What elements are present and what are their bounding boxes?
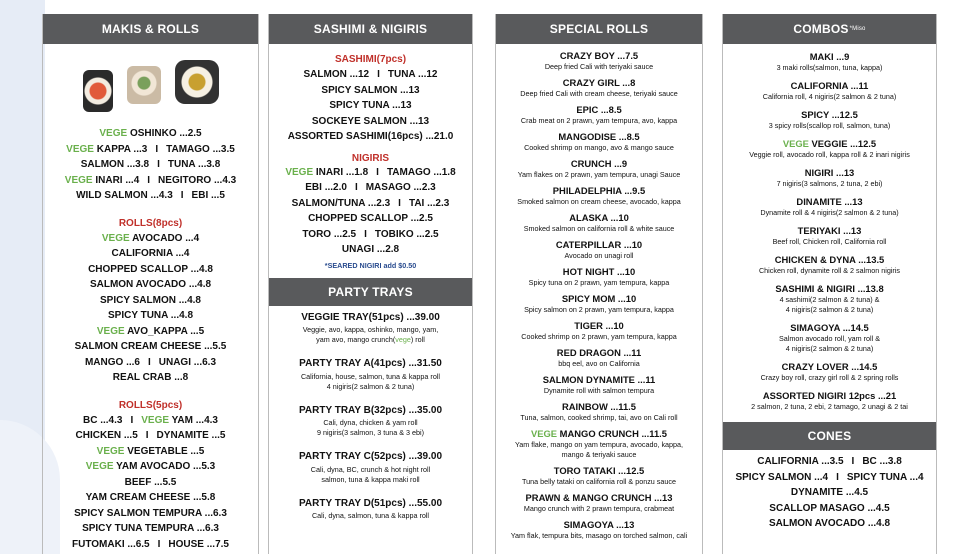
cones-list [723,454,936,532]
item-description: Tuna belly tataki on california roll & ponzu sauce [522,477,676,486]
item-name-price: EBI ...2.0 [305,182,347,193]
item-name-price [723,166,936,179]
item-title: MAKI ...9 [809,51,850,62]
item-title: CRUNCH ...9 [570,158,628,169]
item-name-price: SALMON AVOCADO ...4.8 [89,279,212,290]
menu-item [43,339,258,355]
rolls-5pcs-list [43,413,258,553]
item-name-price: AVOCADO ...4 [132,232,200,244]
combos-title: COMBOS [793,22,849,36]
item-name-price: SPICY TUNA ...13 [329,100,412,111]
menu-item [43,324,258,340]
item-name-price: FUTOMAKI ...6.5 [72,538,150,550]
item-name-price: INARI ...1.8 [315,166,369,178]
tray-description: Cali, dyna, chicken & yam roll [323,418,418,427]
item-name-price: SALMON AVOCADO ...4.8 [768,518,891,529]
party-tray [269,403,472,439]
menu-item [269,165,472,181]
item-name-price [496,400,702,413]
separator: I [130,414,134,426]
separator: I [145,430,149,441]
item-name-price [496,184,702,197]
sashimi-nigiris-header: SASHIMI & NIGIRIS [269,14,472,44]
item-description: Avocado on unagi roll [564,251,634,260]
item-name-price: SPICY TUNA ...4 [846,471,924,483]
item-name-price: UNAGI ...2.8 [341,244,400,255]
item-name-price [496,518,702,531]
separator: I [147,174,151,186]
item-name-price [496,292,702,305]
item-name-price: EBI ...5 [191,190,225,201]
separator: I [155,143,159,155]
item-name-price [496,103,702,116]
item-description: Tuna, salmon, cooked shrimp, tai, avo on Cali roll [520,413,678,422]
special-rolls-list [496,49,702,541]
separator: I [851,456,855,467]
menu-item [496,184,702,207]
tray-description: California, house, salmon, tuna & kappa roll [300,371,441,381]
item-name-price [723,195,936,208]
item-name-price: TUNA ...3.8 [167,159,221,170]
menu-item [496,157,702,180]
item-description: Veggie roll, avocado roll, kappa roll & 2 inari nigiris [749,150,910,159]
vege-label: VEGE [96,445,125,457]
menu-item [723,321,936,354]
separator: I [376,166,379,178]
item-name-price: REAL CRAB ...8 [112,372,189,383]
item-title: SIMAGOYA ...14.5 [790,322,869,333]
rolls-8pcs-list [43,231,258,386]
item-description: California roll, 4 nigiris(2 salmon & 2 tuna) [762,92,897,101]
menu-item [43,428,258,444]
menu-item [723,360,936,383]
menu-item [269,196,472,212]
menu-item [496,491,702,514]
item-description: Cooked shrimp on 2 prawn, yam tempura, kappa [521,332,677,341]
menu-item [43,413,258,429]
maki-roll-image [175,60,219,104]
menu-item [43,262,258,278]
menu-item [43,308,258,324]
menu-item [43,475,258,491]
tray-description [269,382,472,392]
vege-label: VEGE [85,461,114,472]
separator: I [157,159,160,170]
item-description: 4 nigiris(2 salmon & 2 tuna) [785,305,874,314]
tray-description: Cali, dyna, salmon, tuna & kappa roll [311,511,430,520]
menu-item [43,355,258,371]
item-name-price [723,108,936,121]
item-name-price [496,211,702,224]
item-name-price: SPICY TUNA TEMPURA ...6.3 [82,523,219,534]
menu-item [43,293,258,309]
item-description: 4 nigiris(2 salmon & 2 tuna) [785,344,874,353]
menu-item [723,195,936,218]
party-tray [269,449,472,485]
item-name-price: ASSORTED SASHIMI(16pcs) ...21.0 [287,131,454,142]
menu-item [723,166,936,189]
item-name-price [496,157,702,170]
menu-item [723,516,936,532]
item-name-price: NEGITORO ...4.3 [158,174,237,186]
menu-item [269,242,472,258]
party-tray [269,356,472,392]
menu-item [43,506,258,522]
tray-description: Veggie, avo, kappa, oshinko, mango, yam, [302,325,439,334]
vege-label: VEGE [101,232,130,244]
vege-label: VEGE [141,414,170,426]
item-name-price: YAM CREAM CHEESE ...5.8 [85,492,216,503]
makis-rolls-header: MAKIS & ROLLS [43,14,258,44]
item-title: CATERPILLAR ...10 [555,239,643,250]
item-name-price: YAM AVOCADO ...5.3 [116,461,216,472]
item-description: Chicken roll, dynamite roll & 2 salmon nigiris [758,266,900,275]
menu-item [496,130,702,153]
menu-item [43,370,258,386]
item-description: Beef roll, Chicken roll, California roll [772,237,887,246]
tray-description-text: yam avo, mango crunch( [316,335,396,344]
item-description: 7 nigiris(3 salmons, 2 tuna, 2 ebi) [776,179,883,188]
item-title: PRAWN & MANGO CRUNCH ...13 [525,492,673,503]
item-name-price: SPICY TUNA ...4.8 [107,310,194,321]
item-description: Smoked salmon on california roll & white sauce [523,224,675,233]
item-name-price [496,76,702,89]
nigiris-heading: NIGIRIS [351,152,390,164]
menu-item [723,389,936,412]
menu-item [43,173,258,189]
item-name-price: DYNAMITE ...5 [156,430,226,441]
item-name-price: CHOPPED SCALLOP ...4.8 [88,263,213,275]
item-name-price [496,427,702,440]
menu-item [43,521,258,537]
item-title: MANGO CRUNCH ...11.5 [559,428,667,439]
item-name-price: CALIFORNIA ...3.5 [757,456,844,467]
item-title: SIMAGOYA ...13 [563,519,635,530]
menu-item [43,246,258,262]
item-title: CRAZY BOY ...7.5 [559,50,639,61]
menu-item [496,427,702,460]
menu-item [496,319,702,342]
tray-description-text: ) roll [410,335,425,344]
item-name-price: BC ...3.8 [862,456,902,467]
separator: I [147,356,151,368]
menu-item [269,98,472,114]
item-name-price: SPICY SALMON TEMPURA ...6.3 [74,507,227,519]
menu-item [723,108,936,131]
item-description: mango & teriyaki sauce [561,450,637,459]
menu-item [496,49,702,72]
menu-item [43,459,258,475]
item-name-price [496,373,702,386]
separator: I [836,471,839,483]
item-name-price [496,265,702,278]
menu-item [269,129,472,145]
menu-item [723,454,936,470]
item-description: 2 salmon, 2 tuna, 2 ebi, 2 tamago, 2 unagi & 2 tai [751,402,908,411]
menu-item [269,227,472,243]
item-name-price [496,130,702,143]
menu-item [269,211,472,227]
menu-item [496,518,702,541]
item-name-price: SCALLOP MASAGO ...4.5 [769,502,890,514]
menu-item [723,282,936,315]
item-name-price: SALMON ...3.8 [80,159,150,170]
menu-item [723,253,936,276]
item-name-price [723,253,936,266]
menu-item [43,142,258,158]
item-name-price: AVO_KAPPA ...5 [127,325,205,337]
combos-list [723,50,936,412]
item-title: SPICY MOM ...10 [561,293,637,304]
item-name-price: TAMAGO ...3.5 [166,143,235,155]
item-name-price: CHICKEN ...5 [75,430,138,441]
tray-name-price: PARTY TRAY D(51pcs) ...55.00 [298,497,443,509]
vege-label: VEGE [285,166,314,178]
separator: I [354,182,358,193]
vege-label: VEGE [66,143,94,155]
roll-photos [43,60,258,112]
item-description: Yam flakes on 2 prawn, yam tempura, unagi Sauce [517,170,681,179]
item-title: TORO TATAKI ...12.5 [553,465,645,476]
menu-item [43,231,258,247]
item-description: Yam flake, mango on yam tempura, avocado, kappa, [514,440,684,449]
item-name-price: VEGETABLE ...5 [127,445,205,457]
menu-item [43,537,258,553]
menu-item [723,79,936,102]
menu-item [269,83,472,99]
vege-label: VEGE [96,325,125,337]
item-title: SASHIMI & NIGIRI ...13.8 [775,283,884,294]
item-name-price: SPICY SALMON ...4 [735,471,829,483]
sashimi-heading: SASHIMI(7pcs) [334,54,407,65]
menu-item [496,400,702,423]
vege-label: VEGE [64,174,93,186]
item-name-price: SALMON/TUNA ...2.3 [291,197,391,209]
menu-item [723,137,936,160]
combos-column [722,14,937,554]
menu-item [496,103,702,126]
menu-item [43,444,258,460]
item-title: SALMON DYNAMITE ...11 [542,374,656,385]
rolls-8pcs-heading: ROLLS(8pcs) [118,217,183,229]
item-name-price: KAPPA ...3 [96,143,148,155]
item-title: VEGGIE ...12.5 [811,138,877,149]
item-title: ALASKA ...10 [569,212,629,223]
tray-description-text: 4 nigiris(2 salmon & 2 tuna) [326,381,415,391]
tray-description [269,335,472,345]
item-title: TERIYAKI ...13 [797,225,862,236]
item-name-price [723,360,936,373]
item-name-price: SOCKEYE SALMON ...13 [311,115,430,127]
item-title: CHICKEN & DYNA ...13.5 [774,254,885,265]
menu-item [269,114,472,130]
tray-description [269,428,472,438]
menu-item [496,265,702,288]
item-description: Crazy boy roll, crazy girl roll & 2 spring rolls [760,373,899,382]
menu-item [496,346,702,369]
item-description: Crab meat on 2 prawn, yam tempura, avo, kappa [520,116,678,125]
item-name-price: INARI ...4 [95,174,140,186]
item-description: Salmon avocado roll, yam roll & [778,334,881,343]
item-description: Deep fried Cali with cream cheese, teriyaki sauce [520,89,678,98]
menu-item [496,76,702,99]
item-name-price [723,137,936,150]
item-name-price: WILD SALMON ...4.3 [76,190,173,201]
item-name-price [496,238,702,251]
separator: I [180,190,184,201]
item-name-price: TAI ...2.3 [408,197,450,209]
item-name-price [723,389,936,402]
menu-item [496,238,702,261]
combos-miso-note: *Miso [849,26,866,32]
item-name-price: MANGO ...6 [84,356,140,368]
item-title: EPIC ...8.5 [576,104,622,115]
menu-item [723,501,936,517]
vege-label: VEGE [782,138,809,149]
menu-item [723,470,936,486]
item-description: Dynamite roll with salmon tempura [543,386,655,395]
vege-label: VEGE [99,128,128,139]
separator: I [377,69,380,80]
cones-header: CONES [723,422,936,450]
item-name-price: YAM ...4.3 [171,414,218,426]
seared-nigiri-note: *SEARED NIGIRI add $0.50 [324,260,417,270]
item-description: Deep fried Cali with teriyaki sauce [544,62,654,71]
item-name-price [723,79,936,92]
nigiris-list [269,165,472,258]
separator: I [157,538,161,550]
tray-description-text: salmon, tuna & kappa maki roll [321,474,420,484]
party-tray [269,496,472,522]
party-tray [269,310,472,346]
item-name-price: SPICY SALMON ...13 [321,84,420,96]
item-name-price: DYNAMITE ...4.5 [790,487,869,498]
menu-item [43,188,258,204]
item-name-price [496,491,702,504]
tray-name-price: VEGGIE TRAY(51pcs) ...39.00 [301,311,440,323]
item-title: SPICY ...12.5 [801,109,858,120]
item-name-price: SPICY SALMON ...4.8 [100,294,201,306]
item-description: Spicy salmon on 2 prawn, yam tempura, kappa [524,305,674,314]
item-title: DINAMITE ...13 [796,196,863,207]
menu-item [496,373,702,396]
makis-rolls-column [42,14,259,554]
item-name-price: BEEF ...5.5 [124,476,177,488]
tray-description-text: 9 nigiris(3 salmon, 3 tuna & 3 ebi) [316,428,425,437]
item-name-price: CHOPPED SCALLOP ...2.5 [308,213,433,224]
item-name-price: BC ...4.3 [83,414,123,426]
separator: I [364,228,367,240]
item-description: 3 maki rolls(salmon, tuna, kappa) [776,63,883,72]
vege-label: VEGE [531,428,558,439]
separator: I [398,197,401,209]
item-description: Yam flak, tempura bits, masago on torched salmon, cali [510,531,688,540]
item-name-price: MASAGO ...2.3 [365,182,436,193]
party-trays-list [269,310,472,522]
menu-item [43,490,258,506]
item-description: 4 sashimi(2 salmon & 2 tuna) & [779,295,880,304]
item-description: 3 spicy rolls(scallop roll, salmon, tuna) [768,121,891,130]
item-description: Spicy tuna on 2 prawn, yam tempura, kappa [528,278,670,287]
item-name-price [723,321,936,334]
special-rolls-column [495,14,703,554]
item-title: PHILADELPHIA ...9.5 [552,185,646,196]
menu-item [496,211,702,234]
item-title: CRAZY GIRL ...8 [562,77,636,88]
item-description: Cooked shrimp on mango, avo & mango sauce [524,143,674,152]
item-name-price [496,346,702,359]
item-name-price [496,319,702,332]
menu-item [723,50,936,73]
menu-item [496,464,702,487]
item-description: Mango crunch with 2 prawn tempura, crabmeat [523,504,675,513]
special-rolls-header: SPECIAL ROLLS [496,14,702,44]
maki-roll-image [127,66,161,104]
item-title: MANGODISE ...8.5 [558,131,640,142]
menu-item [43,277,258,293]
menu-item [723,485,936,501]
item-title: CRAZY LOVER ...14.5 [781,361,878,372]
item-name-price: TUNA ...12 [387,69,438,80]
item-name-price: TOBIKO ...2.5 [374,228,439,240]
menu-item [43,126,258,142]
item-title: ASSORTED NIGIRI 12pcs ...21 [762,390,897,401]
tray-name-price: PARTY TRAY B(32pcs) ...35.00 [298,404,443,416]
sashimi-nigiris-column [268,14,473,554]
item-name-price: OSHINKO ...2.5 [129,128,202,139]
item-title: RED DRAGON ...11 [556,347,642,358]
sashimi-list [269,67,472,145]
tray-name-price: PARTY TRAY C(52pcs) ...39.00 [298,451,443,462]
item-description: Dynamite roll & 4 nigiris(2 salmon & 2 tuna) [760,208,899,217]
item-name-price: HOUSE ...7.5 [168,538,229,550]
menu-item [723,224,936,247]
item-name-price: TAMAGO ...1.8 [386,166,456,178]
menu-item [269,67,472,83]
tray-name-price: PARTY TRAY A(41pcs) ...31.50 [299,358,442,369]
maki-roll-image [83,70,113,112]
item-title: HOT NIGHT ...10 [562,266,636,277]
combos-header [723,14,936,44]
item-name-price [496,49,702,62]
vege-label: vege [395,335,411,344]
item-name-price [723,224,936,237]
rolls-5pcs-heading: ROLLS(5pcs) [118,399,183,411]
item-name-price [723,282,936,295]
item-title: RAINBOW ...11.5 [562,401,636,412]
tray-description [269,475,472,485]
item-description: Smoked salmon on cream cheese, avocado, kappa [517,197,681,206]
item-title: TIGER ...10 [574,320,624,331]
item-name-price [723,50,936,63]
item-name-price: SALMON CREAM CHEESE ...5.5 [74,341,227,352]
item-name-price: CALIFORNIA ...4 [111,248,190,259]
item-name-price: SALMON ...12 [303,69,370,80]
tray-description: Cali, dyna, BC, crunch & hot night roll [310,464,431,474]
item-name-price: UNAGI ...6.3 [158,356,217,368]
item-name-price: TORO ...2.5 [302,228,357,240]
item-name-price [496,464,702,477]
item-description: bbq eel, avo on California [558,359,640,368]
item-title: NIGIRI ...13 [804,167,855,178]
menu-item [43,157,258,173]
party-trays-header: PARTY TRAYS [269,278,472,306]
menu-item [496,292,702,315]
makis-list [43,126,258,204]
menu-item [269,180,472,196]
item-title: CALIFORNIA ...11 [790,80,869,91]
